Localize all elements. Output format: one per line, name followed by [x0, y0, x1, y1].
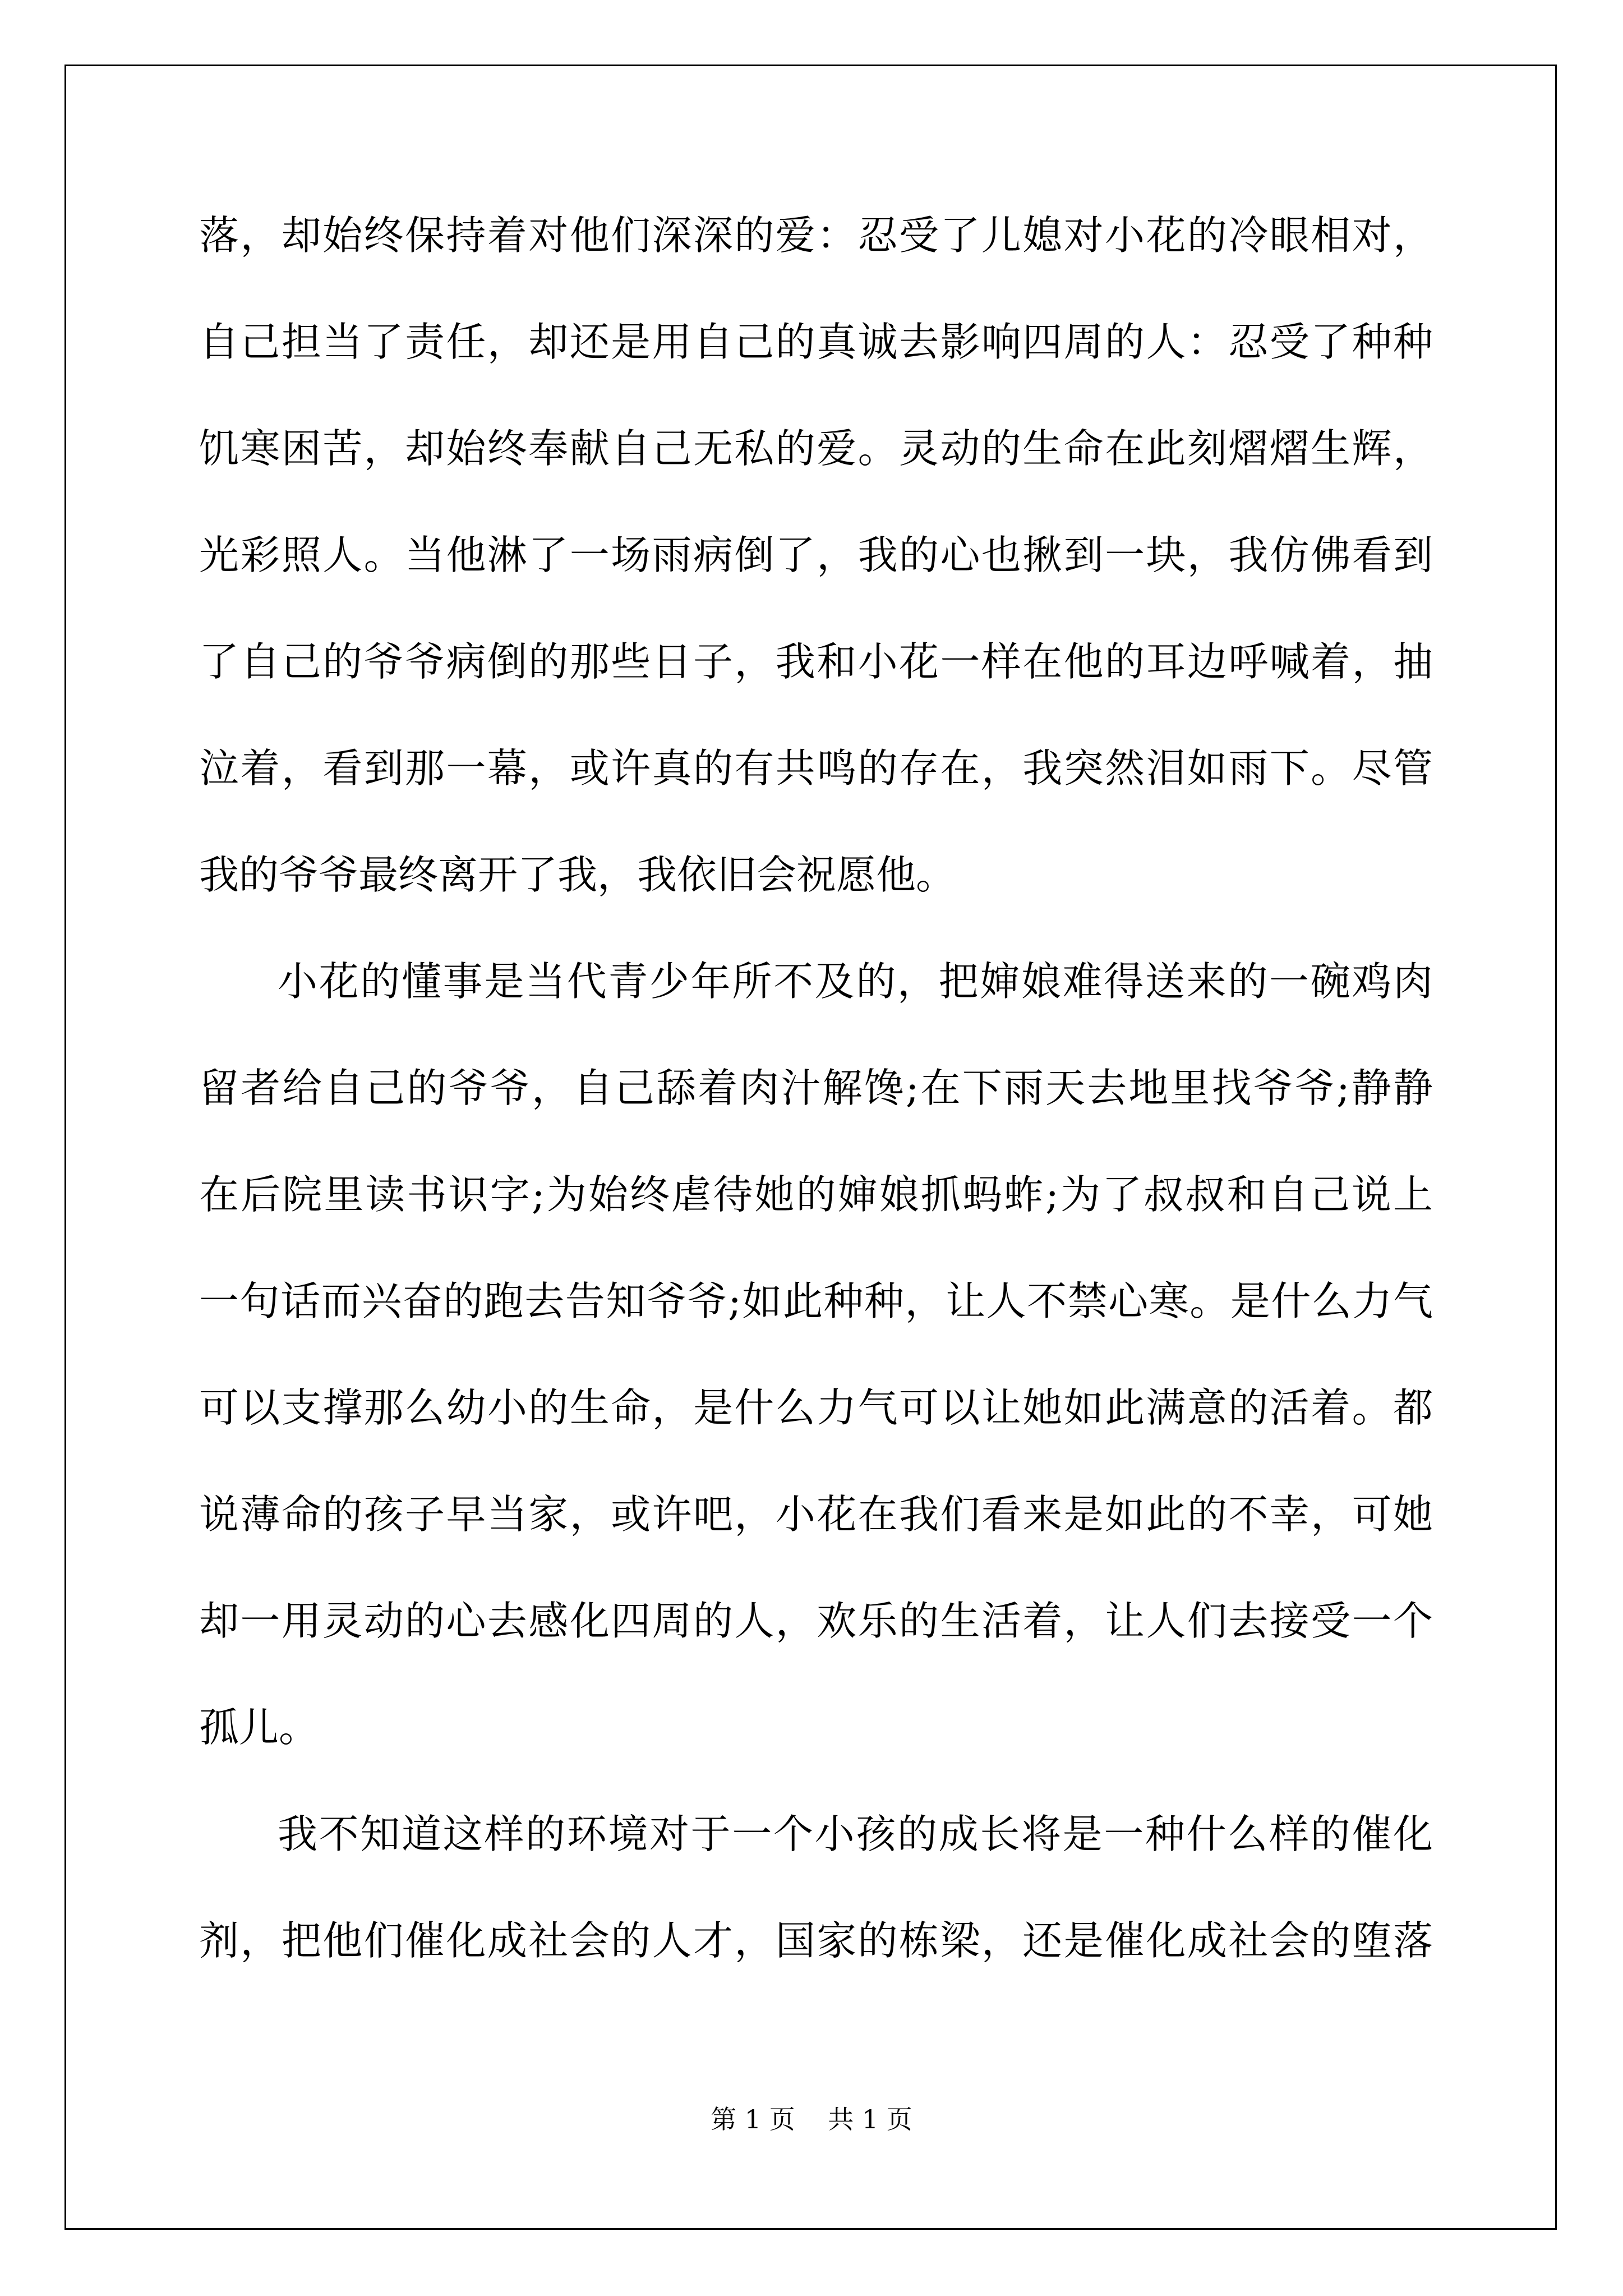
text-line: 留者给自己的爷爷，自己舔着肉汁解馋;在下雨天去地里找爷爷;静静: [199, 1065, 1433, 1111]
text-line: 小花的懂事是当代青少年所不及的，把婶娘难得送来的一碗鸡肉: [278, 958, 1433, 1005]
text-line: 落，却始终保持着对他们深深的爱：忍受了儿媳对小花的冷眼相对，: [199, 212, 1433, 259]
text-line: 却一用灵动的心去感化四周的人，欢乐的生活着，让人们去接受一个: [199, 1598, 1433, 1644]
text-line: 孤儿。: [199, 1704, 319, 1751]
text-line: 可以支撑那么幼小的生命，是什么力气可以让她如此满意的活着。都: [199, 1384, 1433, 1431]
text-line: 说薄命的孩子早当家，或许吧，小花在我们看来是如此的不幸，可她: [199, 1491, 1433, 1538]
text-line: 剂，把他们催化成社会的人才，国家的栋梁，还是催化成社会的堕落: [199, 1917, 1433, 1964]
text-line: 了自己的爷爷病倒的那些日子，我和小花一样在他的耳边呼喊着，抽: [199, 638, 1433, 685]
text-line: 我的爷爷最终离开了我，我依旧会祝愿他。: [199, 852, 956, 898]
text-line: 我不知道这样的环境对于一个小孩的成长将是一种什么样的催化: [278, 1811, 1433, 1857]
text-line: 饥寒困苦，却始终奉献自己无私的爱。灵动的生命在此刻熠熠生辉，: [199, 425, 1433, 472]
page-footer: 第 1 页 共 1 页: [711, 2104, 912, 2134]
text-line: 在后院里读书识字;为始终虐待她的婶娘抓蚂蚱;为了叔叔和自己说上: [199, 1171, 1433, 1218]
text-line: 一句话而兴奋的跑去告知爷爷;如此种种，让人不禁心寒。是什么力气: [199, 1278, 1433, 1324]
text-line: 自己担当了责任，却还是用自己的真诚去影响四周的人：忍受了种种: [199, 319, 1433, 365]
page-border: [64, 65, 1557, 2230]
text-line: 泣着，看到那一幕，或许真的有共鸣的存在，我突然泪如雨下。尽管: [199, 745, 1433, 792]
text-line: 光彩照人。当他淋了一场雨病倒了，我的心也揪到一块，我仿佛看到: [199, 532, 1433, 578]
